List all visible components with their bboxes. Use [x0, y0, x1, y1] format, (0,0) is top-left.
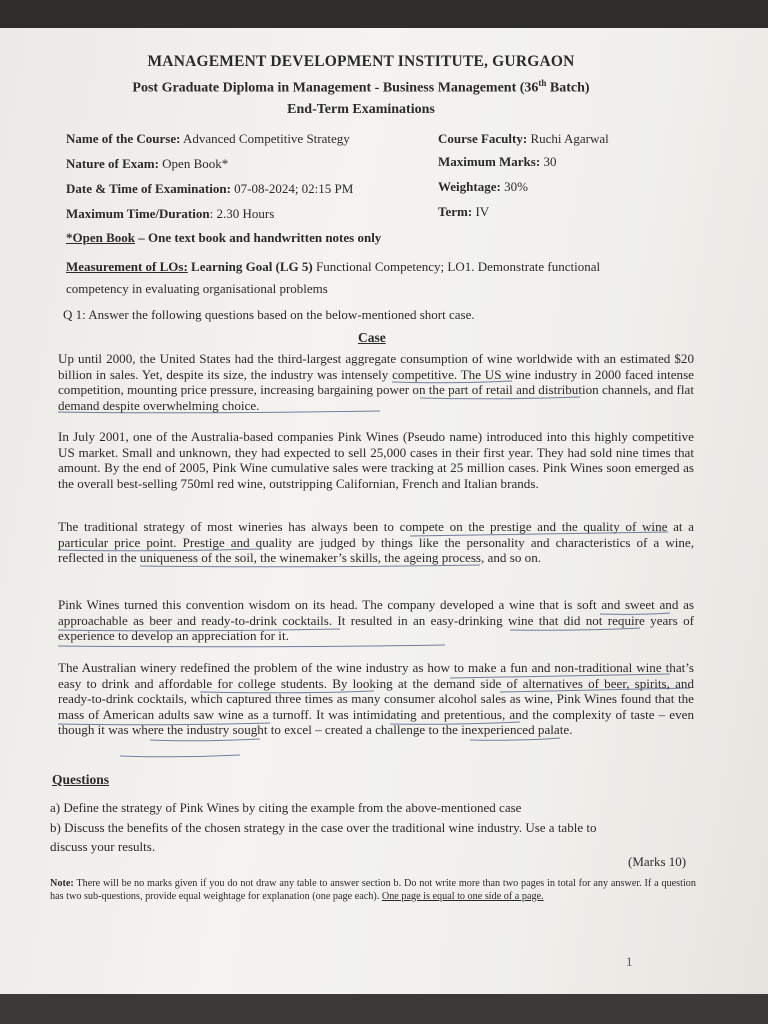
duration-row: [66, 206, 274, 222]
case-paragraph-4: Pink Wines turned this convention wisdom on its head. The company developed a wine that is soft and sweet and as approachable as beer and ready-to-drink cocktails. It resulted in an easy-drinking wine that did not require years of experience to develop an appreciation for it.: [58, 597, 694, 644]
programme-text: Post Graduate Diploma in Management - Business Management (36: [132, 80, 539, 96]
question-a: a) Define the strategy of Pink Wines by citing the example from the above-mentioned case: [50, 800, 522, 815]
measurement-line-2: competency in evaluating organisational problems: [66, 281, 328, 296]
nature-value: Open Book*: [158, 156, 229, 171]
programme-sup: th: [538, 78, 547, 88]
programme-title: [0, 78, 722, 97]
institute-title: MANAGEMENT DEVELOPMENT INSTITUTE, GURGAON: [147, 53, 575, 70]
duration-value: : 2.30 Hours: [209, 206, 275, 221]
duration-label: Maximum Time/Duration: [66, 206, 210, 221]
weightage-label: Weightage:: [438, 179, 501, 194]
question-b-cont: discuss your results.: [50, 839, 156, 854]
note-label: Note:: [50, 878, 74, 889]
pen-underline: [120, 755, 240, 757]
open-book-text: – One text book and handwritten notes only: [135, 230, 382, 245]
question-b: b) Discuss the benefits of the chosen strategy in the case over the traditional wine industry. Use a table to: [50, 820, 597, 835]
course-label: Name of the Course:: [66, 131, 181, 146]
note-text: There will be no marks given if you do not draw any table to answer section b. Do not write more than two pages in total for any answer. If a question has two sub-questions, provide equal weightage for explanation (one page each).: [50, 878, 696, 902]
note: [50, 878, 696, 903]
faculty-row: [438, 131, 609, 147]
nature-row: [66, 156, 228, 172]
course-value: Advanced Competitive Strategy: [180, 131, 350, 146]
term-row: [438, 204, 489, 220]
background-top: [0, 0, 768, 28]
nature-label: Nature of Exam:: [66, 156, 159, 171]
datetime-row: [66, 181, 353, 197]
weightage-row: [438, 179, 528, 195]
pen-underline: [58, 645, 445, 647]
marks-label: (Marks 10): [628, 854, 687, 869]
page-number: 1: [626, 954, 633, 969]
term-value: IV: [472, 204, 490, 219]
open-book-label: *Open Book: [66, 230, 135, 245]
programme-end: Batch): [546, 80, 590, 96]
open-book-note: [66, 230, 381, 246]
questions-heading: Questions: [52, 772, 110, 787]
max-marks-row: [438, 154, 556, 170]
measurement-label: Measurement of LOs:: [66, 259, 188, 274]
faculty-label: Course Faculty:: [438, 131, 528, 146]
datetime-label: Date & Time of Examination:: [66, 181, 231, 196]
question-1: Q 1: Answer the following questions based on the below-mentioned short case.: [63, 307, 475, 322]
faculty-value: Ruchi Agarwal: [527, 131, 609, 146]
max-marks-label: Maximum Marks:: [438, 154, 541, 169]
exam-paper: [0, 28, 768, 994]
case-heading: Case: [358, 330, 386, 345]
case-paragraph-1: Up until 2000, the United States had the third-largest aggregate consumption of wine worldwide with an estimated $20 billion in sales. Yet, despite its size, the industry was intensely competitive. The US wine industry in 2000 faced intense competition, mounting price pressure, increasing bargaining power on the part of retail and distribution channels, and flat demand despite overwhelming choice.: [58, 351, 694, 413]
term-label: Term:: [438, 204, 473, 219]
case-paragraph-5: The Australian winery redefined the problem of the wine industry as how to make a fun and non-traditional wine that’s easy to drink and affordable for college students. By looking at the demand side of alternatives of beer, spirits, and ready-to-drink cocktails, which captured three times as many consumer alcohol sales as wine, Pink Wines found that the mass of American adults saw wine as a turnoff. It was intimidating and pretentious, and the complexity of taste – even though it was where the industry sought to excel – created a challenge to the inexperienced palate.: [58, 660, 694, 738]
pen-underline: [470, 738, 560, 740]
course-name-row: [66, 131, 350, 147]
measurement-text: Functional Competency; LO1. Demonstrate functional: [312, 259, 601, 274]
measurement-goal: Learning Goal (LG 5): [187, 259, 313, 274]
weightage-value: 30%: [500, 179, 528, 194]
exam-title: End-Term Examinations: [287, 102, 435, 117]
pen-underline: [150, 739, 260, 741]
case-paragraph-2: In July 2001, one of the Australia-based companies Pink Wines (Pseudo name) introduced into this highly competitive US market. Small and unknown, they had expected to sell 25,000 cases in their first year. They had sold nine times that amount. By the end of 2005, Pink Wine cumulative sales were tracking at 25 million cases. Pink Wines soon emerged as the overall best-selling 750ml red wine, outstripping Californian, French and Italian brands.: [58, 429, 694, 491]
max-marks-value: 30: [540, 154, 557, 169]
measurement-line: [66, 259, 600, 275]
case-paragraph-3: The traditional strategy of most wineries has always been to compete on the prestige and the quality of wine at a particular price point. Prestige and quality are judged by things like the personality and characteristics of a wine, reflected in the uniqueness of the soil, the winemaker’s skills, the ageing process, and so on.: [58, 519, 694, 566]
background-bottom: [0, 994, 768, 1024]
note-underlined: One page is equal to one side of a page.: [381, 890, 544, 902]
datetime-value: 07-08-2024; 02:15 PM: [230, 181, 354, 196]
